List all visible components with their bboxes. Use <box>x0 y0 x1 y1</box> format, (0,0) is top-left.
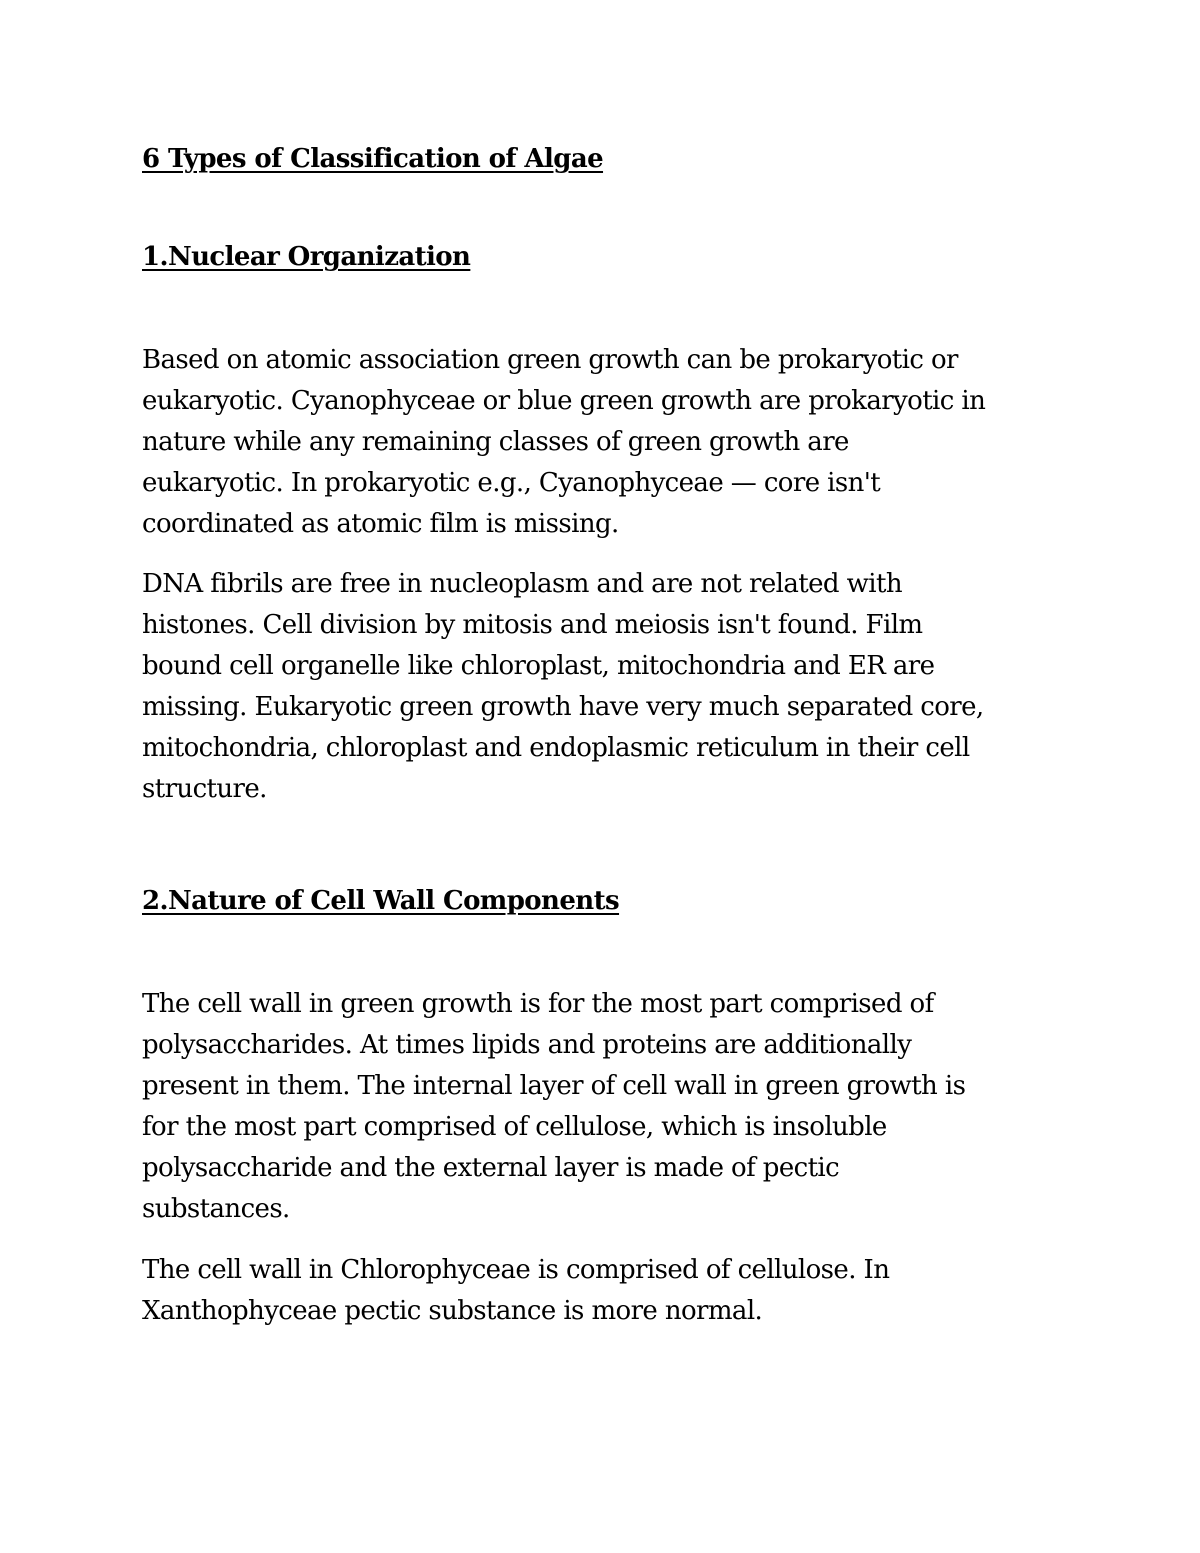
text-line: coordinated as atomic film is missing. <box>142 509 619 539</box>
section-heading-nuclear-organization: 1.Nuclear Organization <box>142 242 471 272</box>
text-line: nature while any remaining classes of green growth are <box>142 427 849 457</box>
document-title: 6 Types of Classification of Algae <box>142 144 604 174</box>
text-line: mitochondria, chloroplast and endoplasmic reticulum in their cell <box>142 733 970 763</box>
text-line: missing. Eukaryotic green growth have very much separated core, <box>142 692 984 722</box>
text-line: eukaryotic. In prokaryotic e.g., Cyanophyceae — core isn't <box>142 468 881 498</box>
paragraph-cell-wall-1 <box>142 984 965 1230</box>
text-line: Based on atomic association green growth can be prokaryotic or <box>142 345 958 375</box>
paragraph-nuclear-2 <box>142 564 984 810</box>
text-line: Xanthophyceae pectic substance is more normal. <box>142 1296 763 1326</box>
paragraph-nuclear-1 <box>142 340 985 545</box>
text-line: DNA fibrils are free in nucleoplasm and are not related with <box>142 569 902 599</box>
text-line: structure. <box>142 774 267 804</box>
section-heading-cell-wall-components: 2.Nature of Cell Wall Components <box>142 886 620 916</box>
text-line: The cell wall in Chlorophyceae is comprised of cellulose. In <box>142 1255 890 1285</box>
text-line: for the most part comprised of cellulose, which is insoluble <box>142 1112 887 1142</box>
text-line: The cell wall in green growth is for the most part comprised of <box>142 989 934 1019</box>
paragraph-cell-wall-2 <box>142 1250 889 1332</box>
text-line: histones. Cell division by mitosis and meiosis isn't found. Film <box>142 610 923 640</box>
text-line: bound cell organelle like chloroplast, mitochondria and ER are <box>142 651 935 681</box>
text-line: substances. <box>142 1194 290 1224</box>
text-line: polysaccharides. At times lipids and proteins are additionally <box>142 1030 912 1060</box>
text-line: present in them. The internal layer of cell wall in green growth is <box>142 1071 966 1101</box>
text-line: eukaryotic. Cyanophyceae or blue green growth are prokaryotic in <box>142 386 986 416</box>
text-line: polysaccharide and the external layer is made of pectic <box>142 1153 840 1183</box>
